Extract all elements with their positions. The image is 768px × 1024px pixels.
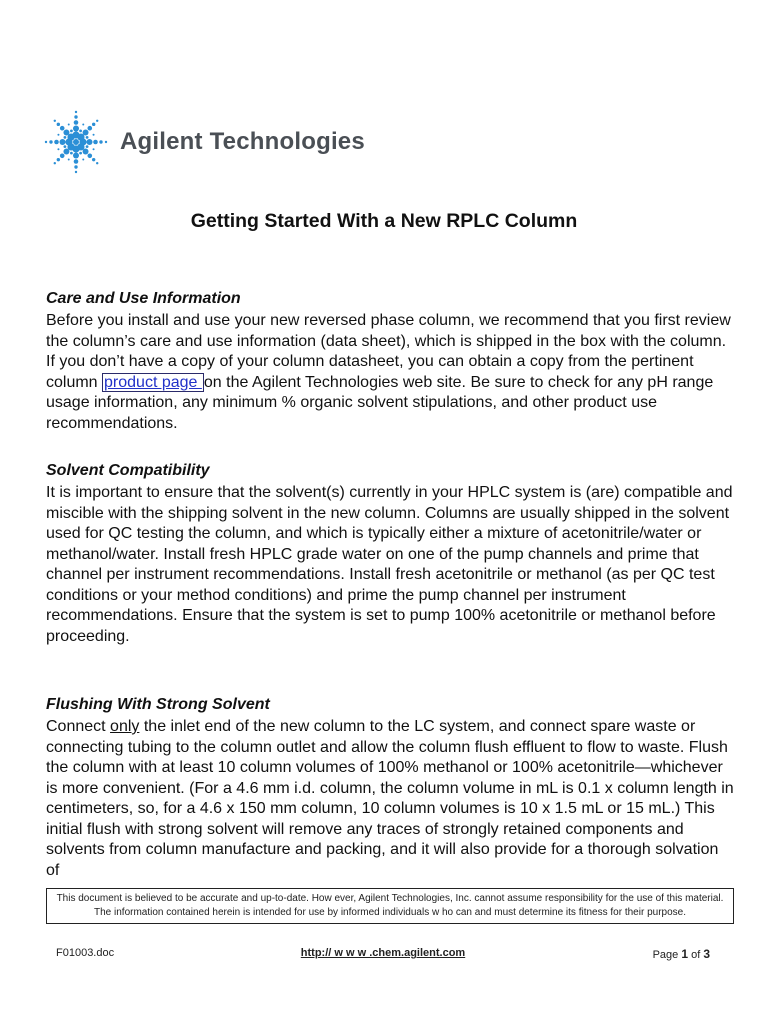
section-heading: Care and Use Information	[46, 290, 241, 307]
agilent-spark-logo-icon	[42, 108, 110, 176]
product-page-link[interactable]: product page	[104, 373, 202, 391]
document-title: Getting Started With a New RPLC Column	[190, 210, 578, 232]
section-paragraph: It is important to ensure that the solvent(s) currently in your HPLC system is (are) compatible and miscible with the shipping solvent in the new column. Columns are usually shipped in the solvent used for QC testing the column, and which is typically either a mixture of acetonitrile/water or methanol/water. Install fresh HPLC grade water on one of the pump channels and prime that channel per instrument recommendations. Install fresh acetonitrile or methanol (as per QC test conditions or your method conditions) and prime the pump channel per instrument recommendations. Ensure that the system is set to pump 100% acetonitrile or methanol before proceeding.	[46, 484, 733, 645]
emphasized-word: only	[110, 718, 140, 735]
company-name: Agilent Technologies	[120, 128, 365, 155]
section-care-and-use	[46, 290, 736, 434]
section-paragraph: Before you install and use your new reversed phase column, we recommend that you first review the column’s care and use information (data sheet), which is shipped in the box with the column. If you don’t have a copy of your column datasheet, you can obtain a copy from the pertinent column product page on the Agilent Technologies web site. Be sure to check for any pH range usage information, any minimum % organic solvent stipulations, and other product use recommendations.	[46, 312, 731, 432]
footer-filename: F01003.doc	[56, 947, 115, 959]
page-number: Page 1 of 3	[652, 947, 710, 961]
disclaimer-line: The information contained herein is intended for use by informed individuals w ho can and must determine its fitness for their purpose.	[94, 907, 686, 918]
section-heading: Solvent Compatibility	[46, 462, 210, 479]
disclaimer-box	[46, 888, 734, 924]
section-solvent-compatibility	[46, 462, 736, 647]
disclaimer-line: This document is believed to be accurate and up-to-date. How ever, Agilent Technologies, Inc. cannot assume responsibility for the use of this material.	[56, 893, 724, 904]
section-heading: Flushing With Strong Solvent	[46, 696, 270, 713]
footer-url-link[interactable]: http:// w w w .chem.agilent.com	[300, 947, 466, 959]
company-logo	[42, 108, 365, 176]
section-paragraph: Connect only the inlet end of the new column to the LC system, and connect spare waste or connecting tubing to the column outlet and allow the column flush effluent to flow to waste. Flush the column with at least 10 column volumes of 100% methanol or 100% acetonitrile—whichever is more convenient. (For a 4.6 mm i.d. column, the column volume in mL is 0.1 x column length in centimeters, so, for a 4.6 x 150 mm column, 10 column volumes is 10 x 1.5 mL or 15 mL.) This initial flush with strong solvent will remove any traces of strongly retained components and solvents from column manufacture and packing, and it will also provide for a thorough solvation of	[46, 718, 734, 879]
section-flushing-strong-solvent	[46, 696, 736, 881]
